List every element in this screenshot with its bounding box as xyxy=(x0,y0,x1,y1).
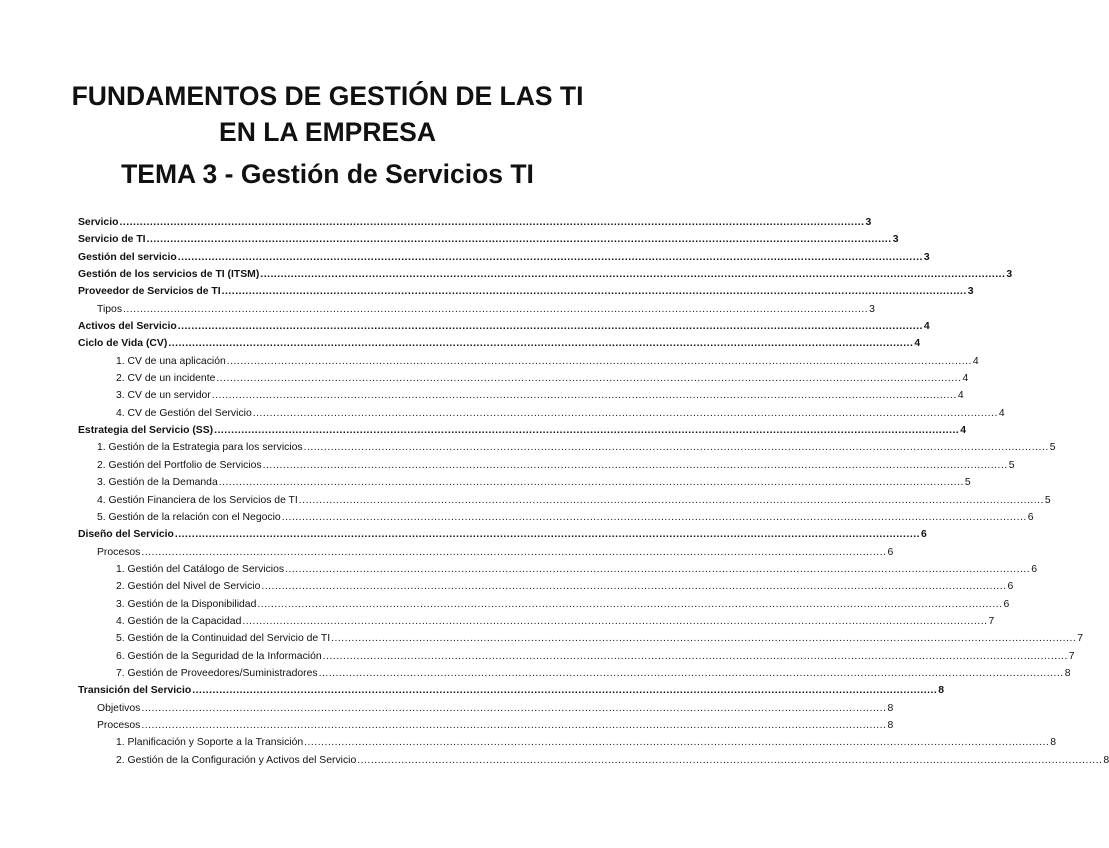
toc-leader-dots: ............................................................................................................................................................................................................................ xyxy=(141,546,887,558)
toc-entry-label: Servicio de TI xyxy=(78,234,146,246)
toc-entry-page-number: 8 xyxy=(938,685,945,697)
toc-leader-dots: ............................................................................................................................................................................................................................ xyxy=(331,633,1077,645)
toc-entry[interactable] xyxy=(78,615,995,633)
toc-entry-page-number: 3 xyxy=(869,303,875,315)
toc-leader-dots: ............................................................................................................................................................................................................................ xyxy=(298,494,1044,506)
toc-entry-page-number: 5 xyxy=(1044,494,1051,506)
toc-entry[interactable] xyxy=(78,338,921,355)
toc-entry[interactable] xyxy=(78,598,1010,616)
toc-leader-dots: ............................................................................................................................................................................................................................ xyxy=(281,511,1027,523)
toc-leader-dots: ............................................................................................................................................................................................................................ xyxy=(252,407,998,419)
toc-entry-page-number: 6 xyxy=(887,546,894,558)
toc-entry-label: 1. Gestión de la Estrategia para los servicios xyxy=(97,442,303,454)
toc-leader-dots: ............................................................................................................................................................................................................................ xyxy=(257,598,1003,610)
toc-entry[interactable] xyxy=(78,685,945,702)
toc-entry-page-number: 4 xyxy=(962,373,969,385)
toc-entry[interactable] xyxy=(78,269,1013,286)
toc-entry-page-number: 4 xyxy=(923,321,930,333)
toc-leader-dots: ............................................................................................................................................................................................................................ xyxy=(261,581,1007,593)
toc-entry-label: 2. Gestión del Portfolio de Servicios xyxy=(97,459,262,471)
toc-entry-page-number: 4 xyxy=(957,390,964,402)
toc-entry-label: 2. Gestión del Nivel de Servicio xyxy=(116,581,261,593)
toc-leader-dots: ............................................................................................................................................................................................................................ xyxy=(218,477,964,489)
toc-leader-dots: ............................................................................................................................................................................................................................ xyxy=(226,355,972,367)
toc-entry-label: 4. CV de Gestión del Servicio xyxy=(116,407,252,419)
toc-entry-page-number: 8 xyxy=(1050,737,1057,749)
toc-entry[interactable] xyxy=(78,754,1109,772)
toc-entry-page-number: 3 xyxy=(967,286,974,298)
toc-entry-page-number: 8 xyxy=(1103,754,1109,766)
toc-leader-dots: ............................................................................................................................................................................................................................ xyxy=(123,303,869,315)
toc-entry-label: 3. Gestión de la Disponibilidad xyxy=(116,598,257,610)
toc-entry-label: 4. Gestión Financiera de los Servicios de TI xyxy=(97,494,298,506)
toc-entry[interactable] xyxy=(78,477,971,494)
toc-entry[interactable] xyxy=(78,321,930,338)
toc-entry[interactable] xyxy=(78,563,1037,581)
toc-entry-page-number: 3 xyxy=(892,234,899,246)
toc-entry-label: Proveedor de Servicios de TI xyxy=(78,286,221,298)
toc-entry[interactable] xyxy=(78,529,927,546)
toc-entry-page-number: 6 xyxy=(1003,598,1010,610)
toc-entry[interactable] xyxy=(78,234,899,251)
toc-leader-dots: ............................................................................................................................................................................................................................ xyxy=(141,702,887,714)
toc-entry-label: 4. Gestión de la Capacidad xyxy=(116,615,242,627)
toc-entry-label: 1. Gestión del Catálogo de Servicios xyxy=(116,563,285,575)
document-title-line-2: EN LA EMPRESA xyxy=(219,117,436,147)
toc-entry[interactable] xyxy=(78,442,1056,459)
toc-entry-label: Tipos xyxy=(97,303,123,315)
toc-entry[interactable] xyxy=(78,581,1014,598)
toc-leader-dots: ............................................................................................................................................................................................................................ xyxy=(260,269,1006,281)
toc-entry-page-number: 7 xyxy=(988,615,995,627)
toc-leader-dots: ............................................................................................................................................................................................................................ xyxy=(285,563,1031,575)
toc-entry[interactable] xyxy=(78,251,930,269)
toc-leader-dots: ............................................................................................................................................................................................................................ xyxy=(192,685,938,697)
toc-entry-label: Gestión del servicio xyxy=(78,251,177,263)
document-subtitle: TEMA 3 - Gestión de Servicios TI xyxy=(121,159,534,189)
toc-entry-page-number: 5 xyxy=(1049,442,1056,454)
toc-leader-dots: ............................................................................................................................................................................................................................ xyxy=(211,390,957,402)
toc-entry-label: 3. Gestión de la Demanda xyxy=(97,477,218,489)
toc-entry-page-number: 6 xyxy=(1031,563,1037,575)
toc-leader-dots: ............................................................................................................................................................................................................................ xyxy=(262,459,1008,471)
toc-leader-dots: ............................................................................................................................................................................................................................ xyxy=(304,737,1050,749)
toc-entry-label: Gestión de los servicios de TI (ITSM) xyxy=(78,269,260,281)
toc-leader-dots: ............................................................................................................................................................................................................................ xyxy=(303,442,1049,454)
toc-entry-page-number: 4 xyxy=(914,338,921,350)
toc-entry-page-number: 5 xyxy=(1008,459,1015,471)
toc-entry-page-number: 8 xyxy=(887,702,894,714)
toc-entry[interactable] xyxy=(78,303,875,321)
toc-leader-dots: ............................................................................................................................................................................................................................ xyxy=(174,529,920,541)
toc-entry[interactable] xyxy=(78,373,969,390)
toc-entry[interactable] xyxy=(78,702,894,720)
toc-entry-page-number: 4 xyxy=(998,407,1005,419)
toc-leader-dots: ............................................................................................................................................................................................................................ xyxy=(357,754,1103,766)
toc-entry[interactable] xyxy=(78,407,1005,425)
toc-leader-dots: ............................................................................................................................................................................................................................ xyxy=(221,286,967,298)
toc-leader-dots: ............................................................................................................................................................................................................................ xyxy=(177,251,923,263)
toc-entry[interactable] xyxy=(78,737,1057,754)
toc-entry-page-number: 3 xyxy=(923,251,930,263)
toc-entry-label: 3. CV de un servidor xyxy=(116,390,211,402)
toc-entry-page-number: 3 xyxy=(1006,269,1013,281)
toc-leader-dots: ............................................................................................................................................................................................................................ xyxy=(322,650,1068,662)
toc-entry[interactable] xyxy=(78,719,894,737)
toc-entry-page-number: 6 xyxy=(1027,511,1034,523)
toc-entry-label: 2. CV de un incidente xyxy=(116,373,216,385)
toc-entry-label: 5. Gestión de la Continuidad del Servicio de TI xyxy=(116,633,331,645)
toc-entry-label: Procesos xyxy=(97,719,141,731)
toc-entry-label: Estrategia del Servicio (SS) xyxy=(78,425,214,437)
toc-entry-label: 2. Gestión de la Configuración y Activos del Servicio xyxy=(116,754,357,766)
toc-entry[interactable] xyxy=(78,633,1083,650)
toc-entry-label: 1. Planificación y Soporte a la Transición xyxy=(116,737,304,749)
toc-leader-dots: ............................................................................................................................................................................................................................ xyxy=(177,321,923,333)
toc-leader-dots: ............................................................................................................................................................................................................................ xyxy=(146,234,892,246)
toc-leader-dots: ............................................................................................................................................................................................................................ xyxy=(214,425,960,437)
toc-entry-page-number: 4 xyxy=(960,425,967,437)
toc-entry-page-number: 7 xyxy=(1077,633,1083,645)
toc-leader-dots: ............................................................................................................................................................................................................................ xyxy=(141,719,887,731)
toc-entry-label: 7. Gestión de Proveedores/Suministradores xyxy=(116,667,318,679)
toc-entry[interactable] xyxy=(78,459,1015,477)
toc-entry[interactable] xyxy=(78,511,1034,529)
toc-leader-dots: ............................................................................................................................................................................................................................ xyxy=(168,338,914,350)
toc-entry-page-number: 8 xyxy=(1064,667,1071,679)
toc-leader-dots: ............................................................................................................................................................................................................................ xyxy=(216,373,962,385)
toc-entry[interactable] xyxy=(78,546,894,564)
toc-entry-label: Diseño del Servicio xyxy=(78,529,174,541)
toc-entry-label: Activos del Servicio xyxy=(78,321,177,333)
toc-entry-label: 6. Gestión de la Seguridad de la Información xyxy=(116,650,322,662)
toc-entry[interactable] xyxy=(78,390,964,407)
toc-entry-page-number: 5 xyxy=(964,477,971,489)
toc-entry-label: Procesos xyxy=(97,546,141,558)
document-title-line-1: FUNDAMENTOS DE GESTIÓN DE LAS TI xyxy=(71,81,584,111)
toc-entry-label: 1. CV de una aplicación xyxy=(116,355,226,367)
toc-entry[interactable] xyxy=(78,217,872,234)
toc-entry-label: Objetivos xyxy=(97,702,141,714)
toc-entry-page-number: 3 xyxy=(865,217,872,228)
table-of-contents xyxy=(78,217,1109,772)
toc-entry[interactable] xyxy=(78,355,979,373)
toc-entry-page-number: 7 xyxy=(1068,650,1075,662)
toc-entry-page-number: 4 xyxy=(972,355,979,367)
toc-entry-label: 5. Gestión de la relación con el Negocio xyxy=(97,511,281,523)
toc-entry-page-number: 8 xyxy=(887,719,894,731)
toc-leader-dots: ............................................................................................................................................................................................................................ xyxy=(119,217,865,228)
toc-entry[interactable] xyxy=(78,286,974,303)
toc-entry-label: Servicio xyxy=(78,217,119,228)
toc-entry[interactable] xyxy=(78,494,1051,512)
toc-entry-page-number: 6 xyxy=(920,529,927,541)
toc-entry-page-number: 6 xyxy=(1007,581,1014,593)
toc-entry[interactable] xyxy=(78,667,1071,685)
toc-entry-label: Transición del Servicio xyxy=(78,685,192,697)
toc-entry-label: Ciclo de Vida (CV) xyxy=(78,338,168,350)
toc-leader-dots: ............................................................................................................................................................................................................................ xyxy=(318,667,1064,679)
toc-entry[interactable] xyxy=(78,425,967,442)
toc-leader-dots: ............................................................................................................................................................................................................................ xyxy=(242,615,988,627)
toc-entry[interactable] xyxy=(78,650,1075,668)
